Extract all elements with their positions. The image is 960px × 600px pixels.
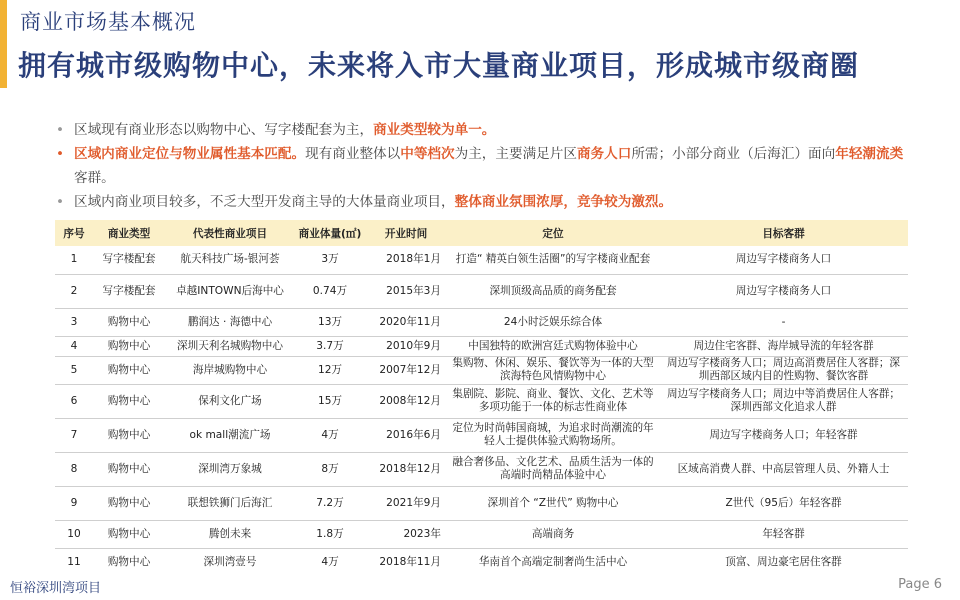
cell-open-date: 2020年11月	[365, 308, 447, 336]
bullet-2-text-d: 客群。	[74, 170, 115, 186]
table-header-row	[55, 220, 908, 246]
cell-open-date: 2008年12月	[365, 384, 447, 418]
accent-bar	[0, 0, 7, 88]
table-row	[55, 486, 908, 520]
table-row	[55, 336, 908, 356]
cell-positioning: 高端商务	[447, 520, 659, 548]
cell-target-customers: 周边写字楼商务人口	[735, 253, 832, 266]
footer-project-name: 恒裕深圳湾项目	[10, 581, 102, 596]
bullet-1-highlight: 商业类型较为单一。	[373, 122, 496, 138]
cell-type: 购物中心	[93, 548, 165, 576]
bullet-3-highlight: 整体商业氛围浓厚，竞争较为激烈。	[454, 194, 673, 210]
cell-target-customers: 周边写字楼商务人口	[659, 274, 908, 308]
cell-index: 1	[70, 253, 78, 266]
cell-index: 3	[55, 308, 93, 336]
cell-volume: 7.2万	[295, 486, 365, 520]
table-row	[55, 452, 908, 486]
bullet-2-text-c: 所需；小部分商业（后海汇）面向	[631, 146, 836, 162]
bullet-2-highlight-c: 商务人口	[576, 146, 632, 162]
cell-positioning: 定位为时尚韩国商城，为追求时尚潮流的年轻人士提供体验式购物场所。	[447, 418, 659, 452]
cell-index: 11	[55, 548, 93, 576]
commercial-projects-table	[55, 220, 908, 576]
page-title: 拥有城市级购物中心，未来将入市大量商业项目，形成城市级商圈	[18, 49, 860, 82]
cell-index: 10	[55, 520, 93, 548]
cell-project: 深圳天利名城购物中心	[165, 336, 295, 356]
cell-volume: 12万	[295, 356, 365, 384]
cell-target-customers: -	[659, 308, 908, 336]
cell-positioning: 中国独特的欧洲宫廷式购物体验中心	[447, 336, 659, 356]
header-index: 序号	[55, 220, 93, 246]
bullet-3	[56, 190, 906, 214]
cell-target-customers: Z世代（95后）年轻客群	[659, 486, 908, 520]
footer-page-number: Page 6	[898, 577, 942, 592]
header-positioning: 定位	[447, 220, 659, 246]
table-row	[55, 520, 908, 548]
cell-project: 海岸城购物中心	[165, 356, 295, 384]
cell-open-date: 2021年9月	[365, 486, 447, 520]
cell-positioning: 深圳顶级高品质的商务配套	[447, 274, 659, 308]
cell-type: 购物中心	[93, 336, 165, 356]
cell-positioning: 集剧院、影院、商业、餐饮、文化、艺术等多项功能于一体的标志性商业体	[447, 384, 659, 418]
cell-project: 保利文化广场	[165, 384, 295, 418]
cell-open-date: 2018年11月	[365, 548, 447, 576]
cell-target-customers: 周边写字楼商务人口；周边中等消费居住人客群；深圳西部文化追求人群	[659, 384, 908, 418]
cell-type: 写字楼配套	[102, 253, 156, 266]
table-row	[55, 356, 908, 384]
cell-open-date: 2016年6月	[365, 418, 447, 452]
table-body	[55, 246, 908, 576]
table-row	[55, 274, 908, 308]
cell-target-customers: 周边写字楼商务人口；周边高消费居住人客群；深圳西部区域内目的性购物、餐饮客群	[659, 356, 908, 384]
cell-type: 购物中心	[93, 452, 165, 486]
cell-type: 购物中心	[93, 356, 165, 384]
header-volume: 商业体量(㎡)	[295, 220, 365, 246]
cell-volume: 15万	[295, 384, 365, 418]
table-row	[55, 384, 908, 418]
bullet-1	[56, 118, 906, 142]
header-open-date: 开业时间	[365, 220, 447, 246]
table-row	[55, 246, 908, 274]
cell-positioning: 深圳首个 “Z世代” 购物中心	[447, 486, 659, 520]
cell-project: 深圳湾壹号	[165, 548, 295, 576]
bullet-list	[56, 118, 906, 214]
bullet-1-text-a: 区域现有商业形态以购物中心、写字楼配套为主，	[74, 122, 374, 138]
cell-open-date: 2015年3月	[365, 274, 447, 308]
cell-open-date: 2018年1月	[386, 253, 441, 266]
cell-project: 联想铁狮门后海汇	[165, 486, 295, 520]
bullet-3-text-a: 区域内商业项目较多，不乏大型开发商主导的大体量商业项目，	[74, 194, 455, 210]
cell-open-date: 2018年12月	[365, 452, 447, 486]
cell-positioning: 24小时泛娱乐综合体	[447, 308, 659, 336]
bullet-2-highlight-a: 区域内商业定位与物业属性基本匹配。	[74, 146, 306, 162]
cell-target-customers: 周边写字楼商务人口；年轻客群	[659, 418, 908, 452]
cell-target-customers: 顶富、周边豪宅居住客群	[659, 548, 908, 576]
cell-project: 卓越INTOWN后海中心	[165, 274, 295, 308]
cell-positioning: 融合奢侈品、文化艺术、品质生活为一体的高端时尚精品体验中心	[447, 452, 659, 486]
header-type: 商业类型	[93, 220, 165, 246]
bullet-2-text-b: 为主，主要满足片区	[454, 146, 577, 162]
cell-project: ok mall潮流广场	[165, 418, 295, 452]
table-row	[55, 548, 908, 576]
cell-volume: 3.7万	[295, 336, 365, 356]
table-row	[55, 308, 908, 336]
cell-open-date: 2023年	[365, 520, 447, 548]
cell-volume: 4万	[295, 548, 365, 576]
cell-index: 2	[55, 274, 93, 308]
cell-type: 购物中心	[93, 520, 165, 548]
cell-target-customers: 区域高消费人群、中高层管理人员、外籍人士	[659, 452, 908, 486]
cell-volume: 0.74万	[295, 274, 365, 308]
cell-type: 购物中心	[93, 384, 165, 418]
cell-target-customers: 年轻客群	[659, 520, 908, 548]
cell-project: 腾创未来	[165, 520, 295, 548]
bullet-2-highlight-d: 年轻潮流类	[835, 146, 904, 162]
page-subtitle: 商业市场基本概况	[20, 10, 196, 34]
cell-open-date: 2007年12月	[365, 356, 447, 384]
cell-type: 写字楼配套	[93, 274, 165, 308]
cell-volume: 8万	[295, 452, 365, 486]
bullet-2	[56, 142, 906, 190]
cell-project: 鹏润达 · 海德中心	[165, 308, 295, 336]
cell-type: 购物中心	[93, 486, 165, 520]
cell-positioning: 华南首个高端定制奢尚生活中心	[447, 548, 659, 576]
bullet-2-text-a: 现有商业整体以	[305, 146, 401, 162]
cell-volume: 3万	[321, 253, 339, 266]
cell-project: 航天科技广场-银河荟	[180, 253, 280, 266]
cell-volume: 13万	[295, 308, 365, 336]
cell-positioning: 打造“ 精英白领生活圈”的写字楼商业配套	[455, 253, 651, 266]
cell-project: 深圳湾万象城	[165, 452, 295, 486]
table-row	[55, 418, 908, 452]
cell-target-customers: 周边住宅客群、海岸城导流的年轻客群	[659, 336, 908, 356]
cell-index: 9	[55, 486, 93, 520]
cell-positioning: 集购物、休闲、娱乐、餐饮等为一体的大型滨海特色风情购物中心	[447, 356, 659, 384]
cell-index: 5	[55, 356, 93, 384]
cell-index: 6	[55, 384, 93, 418]
cell-open-date: 2010年9月	[365, 336, 447, 356]
cell-index: 8	[55, 452, 93, 486]
header-target-customers: 目标客群	[659, 220, 908, 246]
cell-type: 购物中心	[93, 418, 165, 452]
bullet-2-highlight-b: 中等档次	[400, 146, 455, 162]
cell-index: 4	[55, 336, 93, 356]
cell-index: 7	[55, 418, 93, 452]
cell-volume: 4万	[295, 418, 365, 452]
header-project: 代表性商业项目	[165, 220, 295, 246]
cell-type: 购物中心	[93, 308, 165, 336]
cell-volume: 1.8万	[295, 520, 365, 548]
